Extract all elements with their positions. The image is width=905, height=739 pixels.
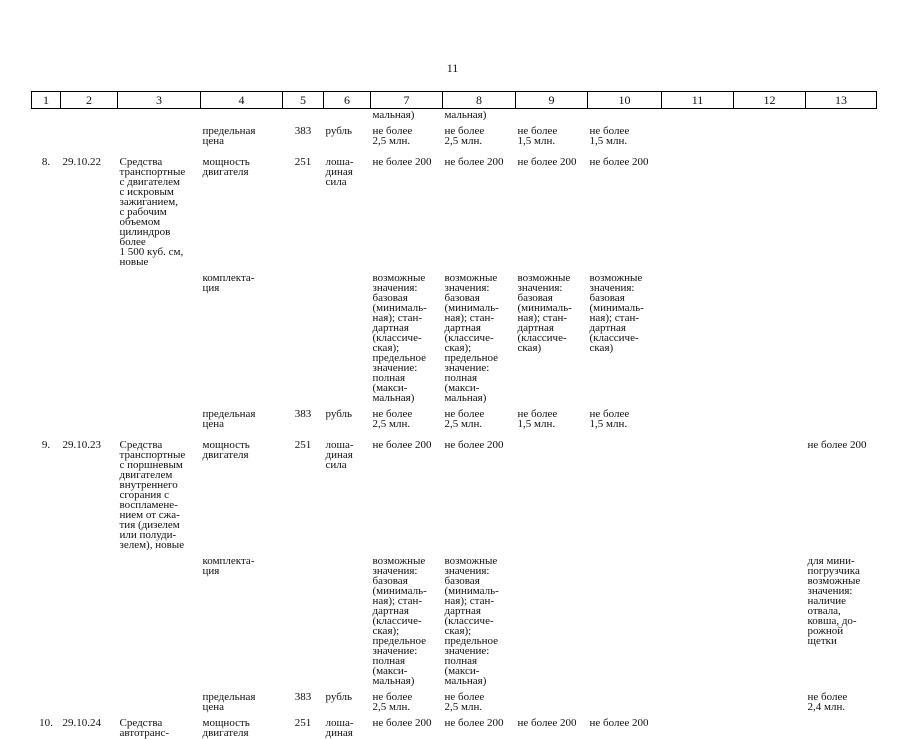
cell-col-6 <box>324 109 371 121</box>
cell-col-6: лоша- диная сила <box>325 156 354 188</box>
cell-col-8: не более 200 <box>444 717 504 729</box>
cell-col-11 <box>662 712 734 738</box>
cell-col-3: Средства транспортные с поршневым двигателем внутреннего сгорания с воспламене- нием от сжа- тия (дизелем или полуди- зелем), новые <box>119 439 186 551</box>
cell-col-12 <box>734 550 806 686</box>
cell-col-5: 251 <box>294 439 312 451</box>
cell-col-11 <box>662 429 734 550</box>
table-row <box>32 429 877 550</box>
cell-col-8: мальная) <box>444 109 487 121</box>
column-header-1: 1 <box>32 92 61 109</box>
cell-col-4: предельная цена <box>202 125 256 147</box>
cell-col-13 <box>806 120 877 146</box>
cell-col-8: не более 2,5 млн. <box>444 691 485 713</box>
cell-col-2 <box>61 686 118 712</box>
table-row <box>32 686 877 712</box>
cell-col-7: не более 200 <box>372 439 432 451</box>
column-header-4: 4 <box>201 92 283 109</box>
cell-col-1 <box>32 403 61 429</box>
column-header-7: 7 <box>371 92 443 109</box>
cell-col-3 <box>118 403 201 429</box>
cell-col-4: предельная цена <box>202 408 256 430</box>
cell-col-13: не более 200 <box>807 439 867 451</box>
cell-col-1 <box>32 686 61 712</box>
column-header-3: 3 <box>118 92 201 109</box>
cell-col-10: не более 200 <box>589 156 649 168</box>
cell-col-5: 383 <box>294 125 312 137</box>
cell-col-2 <box>61 403 118 429</box>
cell-col-8: не более 200 <box>444 439 504 451</box>
cell-col-1 <box>32 120 61 146</box>
cell-col-4: мощность двигателя <box>202 717 250 739</box>
cell-col-10 <box>588 550 662 686</box>
cell-col-8: не более 200 <box>444 156 504 168</box>
cell-col-8: возможные значения: базовая (минималь- ная); стан- дартная (классиче- ская); предельное значение: полная (макси- мальная) <box>444 555 499 687</box>
cell-col-7: не более 200 <box>372 717 432 729</box>
cell-col-10: не более 1,5 млн. <box>589 125 630 147</box>
cell-col-7: не более 2,5 млн. <box>372 691 413 713</box>
cell-col-6: рубль <box>325 408 353 420</box>
cell-col-1 <box>32 109 61 121</box>
cell-col-9: не более 200 <box>517 717 577 729</box>
page-number: 11 <box>446 61 459 75</box>
cell-col-2 <box>61 109 118 121</box>
cell-col-7: возможные значения: базовая (минималь- ная); стан- дартная (классиче- ская); предельное значение: полная (макси- мальная) <box>372 272 427 404</box>
cell-col-10 <box>588 686 662 712</box>
cell-col-4: мощность двигателя <box>202 439 250 461</box>
cell-col-13 <box>806 267 877 403</box>
cell-col-2 <box>61 267 118 403</box>
cell-col-11 <box>662 267 734 403</box>
cell-col-11 <box>662 109 734 121</box>
cell-col-10: возможные значения: базовая (минималь- ная); стан- дартная (классиче- ская) <box>589 272 644 354</box>
cell-col-13 <box>806 146 877 267</box>
cell-col-6: лоша- диная <box>325 717 354 739</box>
column-header-6: 6 <box>324 92 371 109</box>
table-row <box>32 120 877 146</box>
cell-col-12 <box>734 146 806 267</box>
table-row <box>32 146 877 267</box>
column-header-2: 2 <box>61 92 118 109</box>
cell-col-13 <box>806 403 877 429</box>
table-row <box>32 403 877 429</box>
cell-col-9: возможные значения: базовая (минималь- ная); стан- дартная (классиче- ская) <box>517 272 572 354</box>
cell-col-4: комплекта- ция <box>202 555 255 577</box>
cell-col-11 <box>662 146 734 267</box>
cell-col-5: 251 <box>294 717 312 729</box>
cell-col-3 <box>118 120 201 146</box>
column-header-5: 5 <box>283 92 324 109</box>
column-header-9: 9 <box>516 92 588 109</box>
cell-col-2: 29.10.23 <box>62 439 101 451</box>
cell-col-11 <box>662 120 734 146</box>
cell-col-10: не более 200 <box>589 717 649 729</box>
table-row <box>32 267 877 403</box>
cell-col-1: 9. <box>41 439 51 451</box>
cell-col-6: рубль <box>325 125 353 137</box>
column-header-8: 8 <box>443 92 516 109</box>
cell-col-1: 10. <box>39 717 53 729</box>
cell-col-3 <box>118 686 201 712</box>
table-row <box>32 712 877 738</box>
cell-col-12 <box>734 429 806 550</box>
cell-col-12 <box>734 267 806 403</box>
cell-col-7: не более 200 <box>372 156 432 168</box>
cell-col-6: рубль <box>325 691 353 703</box>
cell-col-1 <box>32 550 61 686</box>
cell-col-2 <box>61 550 118 686</box>
cell-col-9 <box>516 109 588 121</box>
cell-col-12 <box>734 120 806 146</box>
cell-col-3: Средства автотранс- <box>119 717 170 739</box>
cell-col-9: не более 1,5 млн. <box>517 408 558 430</box>
cell-col-3 <box>118 550 201 686</box>
cell-col-6 <box>324 267 371 403</box>
cell-col-4: предельная цена <box>202 691 256 713</box>
column-header-10: 10 <box>588 92 662 109</box>
cell-col-6 <box>324 550 371 686</box>
cell-col-2: 29.10.24 <box>62 717 101 729</box>
cell-col-9 <box>516 550 588 686</box>
cell-col-13 <box>806 109 877 121</box>
cell-col-5 <box>283 267 324 403</box>
column-number-row <box>32 92 877 109</box>
column-header-11: 11 <box>662 92 734 109</box>
table-row <box>32 550 877 686</box>
cell-col-10 <box>588 109 662 121</box>
cell-col-10: не более 1,5 млн. <box>589 408 630 430</box>
cell-col-7: не более 2,5 млн. <box>372 408 413 430</box>
cell-col-13 <box>806 712 877 738</box>
cell-col-5: 383 <box>294 691 312 703</box>
cell-col-2: 29.10.22 <box>62 156 101 168</box>
cell-col-1 <box>32 267 61 403</box>
cell-col-11 <box>662 550 734 686</box>
cell-col-5 <box>283 109 324 121</box>
column-header-12: 12 <box>734 92 806 109</box>
cell-col-7: мальная) <box>372 109 415 121</box>
cell-col-9 <box>516 429 588 550</box>
cell-col-12 <box>734 686 806 712</box>
cell-col-7: возможные значения: базовая (минималь- ная); стан- дартная (классиче- ская); предельное значение: полная (макси- мальная) <box>372 555 427 687</box>
cell-col-12 <box>734 109 806 121</box>
cell-col-12 <box>734 403 806 429</box>
cell-col-8: возможные значения: базовая (минималь- ная); стан- дартная (классиче- ская); предельное значение: полная (макси- мальная) <box>444 272 499 404</box>
cell-col-9: не более 200 <box>517 156 577 168</box>
cell-col-10 <box>588 429 662 550</box>
cell-col-5: 383 <box>294 408 312 420</box>
cell-col-11 <box>662 403 734 429</box>
cell-col-4: комплекта- ция <box>202 272 255 294</box>
cell-col-13: не более 2,4 млн. <box>807 691 848 713</box>
cell-col-4: мощность двигателя <box>202 156 250 178</box>
cell-col-2 <box>61 120 118 146</box>
cell-col-5: 251 <box>294 156 312 168</box>
cell-col-11 <box>662 686 734 712</box>
cell-col-3 <box>118 267 201 403</box>
cell-col-1: 8. <box>41 156 51 168</box>
specification-table <box>31 91 877 738</box>
table-row <box>32 109 877 121</box>
cell-col-7: не более 2,5 млн. <box>372 125 413 147</box>
cell-col-9: не более 1,5 млн. <box>517 125 558 147</box>
cell-col-6: лоша- диная сила <box>325 439 354 471</box>
cell-col-8: не более 2,5 млн. <box>444 408 485 430</box>
cell-col-4 <box>201 109 283 121</box>
cell-col-5 <box>283 550 324 686</box>
cell-col-12 <box>734 712 806 738</box>
cell-col-8: не более 2,5 млн. <box>444 125 485 147</box>
cell-col-3 <box>118 109 201 121</box>
cell-col-3: Средства транспортные с двигателем с искровым зажиганием, с рабочим объемом цилиндров более 1 500 куб. см, новые <box>119 156 186 268</box>
cell-col-9 <box>516 686 588 712</box>
column-header-13: 13 <box>806 92 877 109</box>
cell-col-13: для мини- погрузчика возможные значения: наличие отвала, ковша, до- рожной щетки <box>807 555 861 647</box>
